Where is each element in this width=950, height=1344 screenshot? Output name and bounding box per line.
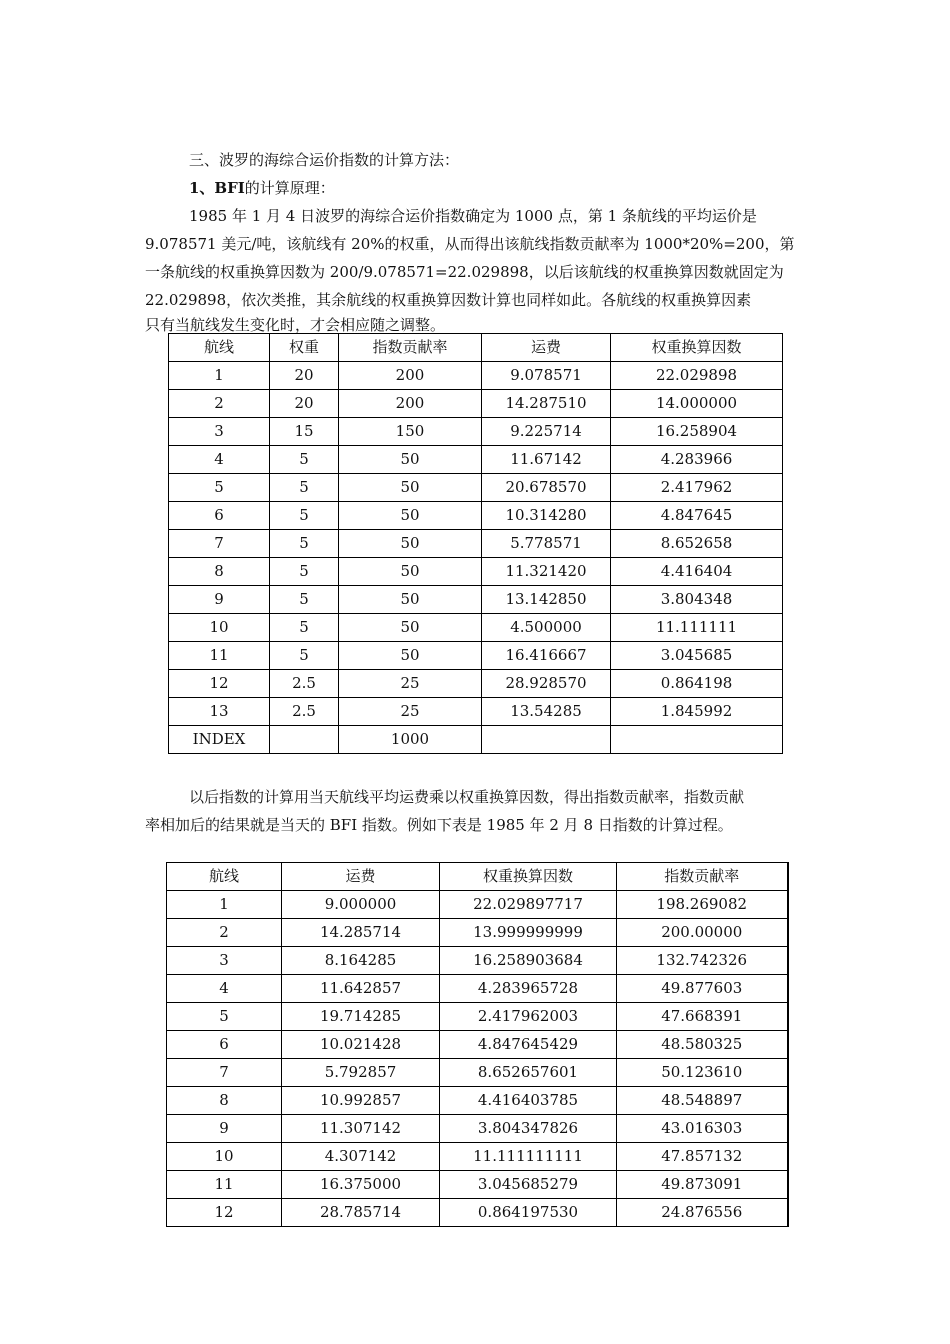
table-cell: 48.548897 <box>617 1087 788 1115</box>
table-cell: 5 <box>270 642 339 670</box>
table-cell: 2 <box>169 390 270 418</box>
table-cell: 50 <box>339 502 482 530</box>
table-row <box>169 586 783 614</box>
table-cell: 4.416403785 <box>440 1087 617 1115</box>
table-cell: 16.258903684 <box>440 947 617 975</box>
table-cell: 5 <box>270 530 339 558</box>
paragraph2-line: 以后指数的计算用当天航线平均运费乘以权重换算因数，得出指数贡献率，指数贡献 <box>189 788 745 806</box>
paragraph1-line: 1985 年 1 月 4 日波罗的海综合运价指数确定为 1000 点，第 1 条航线的平均运价是 <box>189 207 757 225</box>
table-cell: 28.785714 <box>282 1199 440 1227</box>
table-cell: 50 <box>339 586 482 614</box>
paragraph2-line: 率相加后的结果就是当天的 BFI 指数。例如下表是 1985 年 2 月 8 日指数的计算过程。 <box>145 816 733 834</box>
table-row <box>169 726 783 754</box>
table-cell <box>482 726 611 754</box>
table-cell: 24.876556 <box>617 1199 788 1227</box>
table-cell: 11.67142 <box>482 446 611 474</box>
table-cell: 200.00000 <box>617 919 788 947</box>
table-cell: 3 <box>169 418 270 446</box>
table-cell: 11.111111 <box>611 614 783 642</box>
table-cell: 48.580325 <box>617 1031 788 1059</box>
table-row <box>169 558 783 586</box>
table-row <box>167 919 788 947</box>
table-cell: 1.845992 <box>611 698 783 726</box>
table-cell: 16.375000 <box>282 1171 440 1199</box>
table-row <box>167 1059 788 1087</box>
table-row <box>169 698 783 726</box>
table-cell: 0.864198 <box>611 670 783 698</box>
table-cell: 50 <box>339 614 482 642</box>
table-cell: 11.642857 <box>282 975 440 1003</box>
table-cell: 10.021428 <box>282 1031 440 1059</box>
table-row <box>169 670 783 698</box>
table-cell: 14.000000 <box>611 390 783 418</box>
table-cell: 11.111111111 <box>440 1143 617 1171</box>
table-cell: 20.678570 <box>482 474 611 502</box>
subheading <box>145 174 809 202</box>
table-cell: 3.045685 <box>611 642 783 670</box>
table-cell: 10.992857 <box>282 1087 440 1115</box>
table-cell: 13.999999999 <box>440 919 617 947</box>
paragraph1-line: 9.078571 美元/吨，该航线有 20%的权重，从而得出该航线指数贡献率为 1000*20%=200，第 <box>145 235 795 253</box>
table-cell: 11 <box>167 1171 282 1199</box>
table-cell: 1 <box>169 362 270 390</box>
table-cell: 200 <box>339 390 482 418</box>
table-cell: 4.500000 <box>482 614 611 642</box>
table-cell: 5 <box>270 586 339 614</box>
table-cell: 4 <box>167 975 282 1003</box>
table-cell: 10 <box>167 1143 282 1171</box>
table-cell: 50 <box>339 558 482 586</box>
table-cell: 8.164285 <box>282 947 440 975</box>
table-row <box>169 530 783 558</box>
table-cell: 5 <box>167 1003 282 1031</box>
table-cell: 50 <box>339 446 482 474</box>
route-weight-table-body <box>169 334 783 754</box>
table-cell: 14.285714 <box>282 919 440 947</box>
table-cell: 7 <box>169 530 270 558</box>
table-cell: 5 <box>169 474 270 502</box>
table-cell: 50 <box>339 642 482 670</box>
table-cell: 6 <box>169 502 270 530</box>
table-cell: 3 <box>167 947 282 975</box>
table-header-cell: 航线 <box>167 863 282 891</box>
table-cell: 5 <box>270 502 339 530</box>
table-cell: 5.792857 <box>282 1059 440 1087</box>
table-row <box>167 1031 788 1059</box>
table-row <box>167 1003 788 1031</box>
table-cell <box>270 726 339 754</box>
table-cell: 43.016303 <box>617 1115 788 1143</box>
table-cell <box>611 726 783 754</box>
table-cell: 8 <box>169 558 270 586</box>
paragraph1-line: 22.029898，依次类推，其余航线的权重换算因数计算也同样如此。各航线的权重换算因素 <box>145 291 752 309</box>
table-cell: 20 <box>270 362 339 390</box>
table-cell: 198.269082 <box>617 891 788 919</box>
table-cell: 8.652657601 <box>440 1059 617 1087</box>
table-cell: 4 <box>169 446 270 474</box>
table-cell: 9.225714 <box>482 418 611 446</box>
table-cell: 1 <box>167 891 282 919</box>
table-cell: 3.804348 <box>611 586 783 614</box>
table-row <box>169 446 783 474</box>
table-cell: 132.742326 <box>617 947 788 975</box>
table-row <box>167 1199 788 1227</box>
table-cell: 28.928570 <box>482 670 611 698</box>
table-header-cell: 权重换算因数 <box>440 863 617 891</box>
table-header-cell: 指数贡献率 <box>617 863 788 891</box>
paragraph1-line: 只有当航线发生变化时，才会相应随之调整。 <box>145 316 446 334</box>
table-row <box>169 390 783 418</box>
table-cell: 49.873091 <box>617 1171 788 1199</box>
table-cell: 6 <box>167 1031 282 1059</box>
table-cell: 2.5 <box>270 670 339 698</box>
table-cell: 4.307142 <box>282 1143 440 1171</box>
table-cell: 19.714285 <box>282 1003 440 1031</box>
index-calculation-table <box>166 862 789 1227</box>
table-row <box>167 891 788 919</box>
subheading-number: 1、BFI <box>189 179 245 197</box>
table-row <box>169 418 783 446</box>
table-cell: 5 <box>270 474 339 502</box>
table-cell: 10 <box>169 614 270 642</box>
table-row <box>169 502 783 530</box>
table-cell: 25 <box>339 670 482 698</box>
table-row <box>169 362 783 390</box>
table-cell: 50 <box>339 530 482 558</box>
table-header-row <box>167 863 788 891</box>
table-cell: 0.864197530 <box>440 1199 617 1227</box>
table-cell: 11.307142 <box>282 1115 440 1143</box>
table-cell: 200 <box>339 362 482 390</box>
table-cell: 5 <box>270 558 339 586</box>
table-row <box>167 1143 788 1171</box>
table-row <box>169 642 783 670</box>
table-cell: 150 <box>339 418 482 446</box>
table-row <box>169 614 783 642</box>
table-cell: 1000 <box>339 726 482 754</box>
table-header-cell: 运费 <box>282 863 440 891</box>
table-header-cell: 权重换算因数 <box>611 334 783 362</box>
table-cell: 49.877603 <box>617 975 788 1003</box>
table-header-cell: 指数贡献率 <box>339 334 482 362</box>
table-cell: 13 <box>169 698 270 726</box>
table-cell: 12 <box>167 1199 282 1227</box>
table-cell: 4.283965728 <box>440 975 617 1003</box>
table-cell: 3.045685279 <box>440 1171 617 1199</box>
table-cell: 2.5 <box>270 698 339 726</box>
table-cell: 12 <box>169 670 270 698</box>
table-row <box>167 975 788 1003</box>
table-cell: 11.321420 <box>482 558 611 586</box>
table-cell: 10.314280 <box>482 502 611 530</box>
table-cell: 22.029897717 <box>440 891 617 919</box>
route-weight-table <box>168 333 783 754</box>
table-row <box>167 1115 788 1143</box>
table-cell: 9.078571 <box>482 362 611 390</box>
table-row <box>167 1087 788 1115</box>
table-cell: 15 <box>270 418 339 446</box>
table-header-row <box>169 334 783 362</box>
table-cell: 2.417962003 <box>440 1003 617 1031</box>
table-cell: 20 <box>270 390 339 418</box>
table-cell: 3.804347826 <box>440 1115 617 1143</box>
table-cell: 9.000000 <box>282 891 440 919</box>
table-cell: 5 <box>270 446 339 474</box>
table-header-cell: 航线 <box>169 334 270 362</box>
table-cell: 5.778571 <box>482 530 611 558</box>
subheading-text: 的计算原理： <box>244 179 335 197</box>
table-cell: 13.142850 <box>482 586 611 614</box>
table-cell: 47.668391 <box>617 1003 788 1031</box>
table-cell: 16.416667 <box>482 642 611 670</box>
table-cell: 50 <box>339 474 482 502</box>
table-cell: 4.847645 <box>611 502 783 530</box>
table-cell: 25 <box>339 698 482 726</box>
table-cell: 4.847645429 <box>440 1031 617 1059</box>
table-cell: 5 <box>270 614 339 642</box>
table-cell: 8 <box>167 1087 282 1115</box>
table-cell: 9 <box>167 1115 282 1143</box>
table-cell: 2.417962 <box>611 474 783 502</box>
table-cell: 8.652658 <box>611 530 783 558</box>
table-row <box>167 1171 788 1199</box>
table-cell: 14.287510 <box>482 390 611 418</box>
paragraph1-line: 一条航线的权重换算因数为 200/9.078571=22.029898，以后该航线的权重换算因数就固定为 <box>145 263 784 281</box>
table-cell: 11 <box>169 642 270 670</box>
index-calculation-table-body <box>167 863 788 1227</box>
table-cell: 7 <box>167 1059 282 1087</box>
table-cell: 2 <box>167 919 282 947</box>
table-row <box>169 474 783 502</box>
table-cell: 4.416404 <box>611 558 783 586</box>
section-heading: 三、波罗的海综合运价指数的计算方法： <box>189 151 460 169</box>
table-row <box>167 947 788 975</box>
table-header-cell: 运费 <box>482 334 611 362</box>
table-cell: 22.029898 <box>611 362 783 390</box>
table-cell: 13.54285 <box>482 698 611 726</box>
table-header-cell: 权重 <box>270 334 339 362</box>
table-cell: 4.283966 <box>611 446 783 474</box>
table-cell: INDEX <box>169 726 270 754</box>
table-cell: 16.258904 <box>611 418 783 446</box>
table-cell: 50.123610 <box>617 1059 788 1087</box>
table-cell: 9 <box>169 586 270 614</box>
table-cell: 47.857132 <box>617 1143 788 1171</box>
